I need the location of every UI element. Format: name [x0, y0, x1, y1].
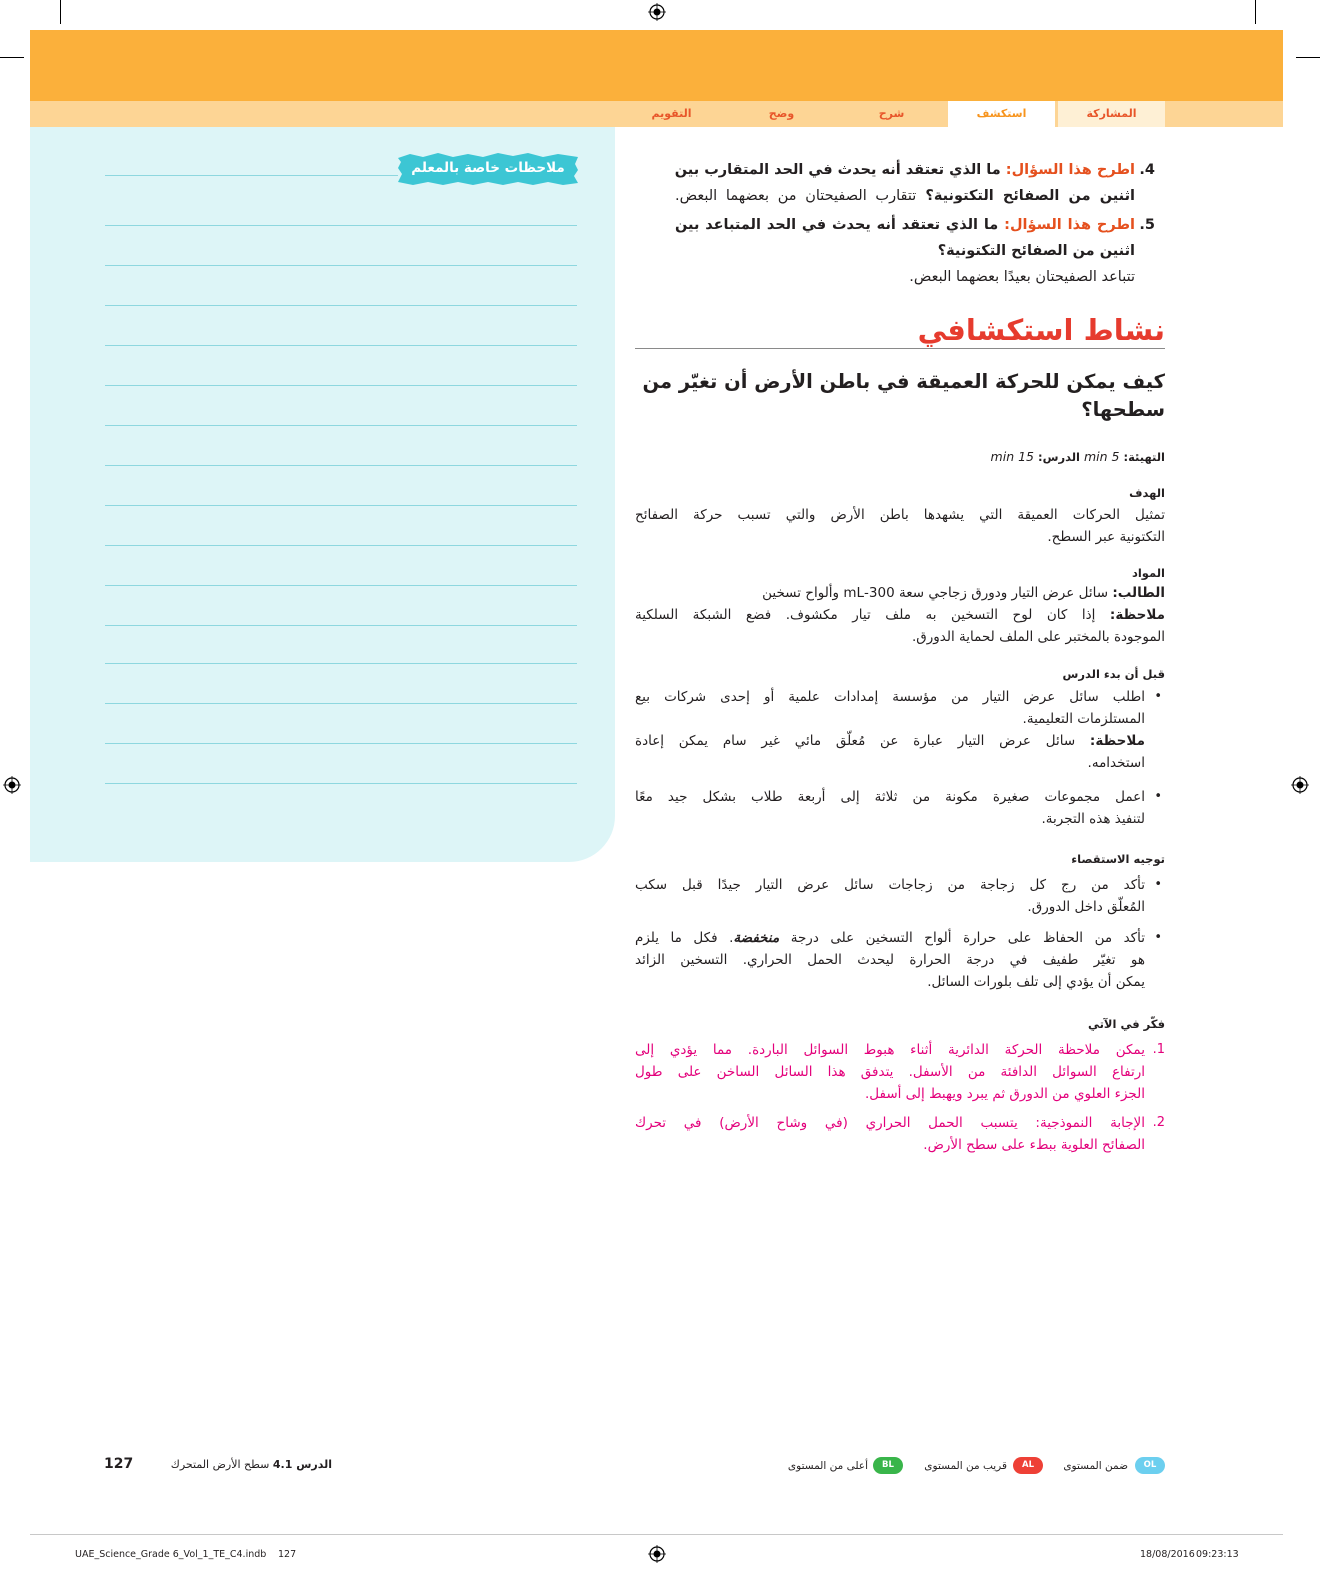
activity-title: نشاط استكشافي: [917, 313, 1165, 347]
before-lesson-heading: قبل أن بدء الدرس: [1062, 667, 1165, 681]
crop-mark-top-left: [60, 0, 61, 24]
materials-note-line: [635, 604, 1165, 626]
goal-heading: الهدف: [1129, 486, 1165, 500]
before-lesson-bullet: [635, 686, 1165, 774]
level-label-ol: ضمن المستوى: [1063, 1460, 1128, 1472]
teacher-notes-panel: [30, 127, 615, 862]
lesson-label: الدرس:: [1038, 450, 1080, 464]
lesson-title: سطح الأرض المتحرك: [170, 1458, 270, 1471]
question-line: [675, 183, 1135, 209]
note-line: [105, 265, 577, 266]
bullet-line: هو تغيّر طفيف في درجة الحرارة ليحدث الحمل الحراري. التسخين الزائد: [635, 952, 1145, 968]
tab-evaluate: التقويم: [651, 107, 692, 120]
question-number: 5.: [1139, 217, 1155, 233]
crop-mark-left: [0, 57, 24, 58]
note-line: [105, 305, 577, 306]
question-4: [675, 157, 1155, 209]
question-number: 4.: [1139, 162, 1155, 178]
prep-value: 5 min: [1083, 449, 1120, 464]
tab-explain: شرح: [878, 107, 905, 120]
note-line: [105, 225, 577, 226]
slug-divider: [30, 1534, 1283, 1535]
activity-question-line: سطحها؟: [1081, 398, 1165, 421]
tab-explore: استكشف: [948, 101, 1055, 127]
think-item-2: [635, 1112, 1165, 1156]
bullet-icon: •: [1154, 930, 1162, 945]
question-answer: تتباعد الصفيحتان بعيدًا بعضهما البعض.: [909, 269, 1135, 285]
page-number: 127: [104, 1456, 134, 1472]
bullet-icon: •: [1154, 877, 1162, 892]
slug-page: 127: [278, 1549, 297, 1560]
students-text: سائل عرض التيار ودورق زجاجي سعة 300-mL وألواح تسخين: [762, 585, 1109, 601]
lesson-label: الدرس 4.1: [272, 1458, 332, 1471]
note-line: [105, 663, 577, 664]
tab-engage: المشاركة: [1058, 101, 1165, 127]
bullet-line: اطلب سائل عرض التيار من مؤسسة إمدادات علمية أو إحدى شركات بيع: [635, 689, 1145, 705]
registration-mark-icon: [648, 1545, 666, 1563]
registration-mark-icon: [1291, 776, 1309, 794]
note-text: سائل عرض التيار عبارة عن مُعلّق مائي غير سام يمكن إعادة: [635, 733, 1076, 749]
question-line: [675, 157, 1135, 183]
question-body: [675, 212, 1135, 290]
question-body: [675, 157, 1135, 209]
materials-text: [635, 582, 1165, 648]
lesson-footer: [150, 1457, 332, 1473]
question-prompt: اطرح هذا السؤال:: [1005, 162, 1135, 178]
slug-time: 09:23:13: [1196, 1549, 1239, 1560]
materials-line: [635, 582, 1165, 604]
guide-bullet: [635, 927, 1165, 993]
note-line: [105, 345, 577, 346]
note-line: [105, 783, 577, 784]
teacher-notes-badge: [398, 153, 578, 185]
question-text: اثنين من الصفائح التكتونية؟: [937, 243, 1135, 259]
think-line: الإجابة النموذجية: يتسبب الحمل الحراري (في وشاح الأرض) في تحرك: [635, 1115, 1145, 1131]
bullet-line: تأكد من رج كل زجاجة من زجاجات سائل عرض التيار جيدًا قبل سكب: [635, 877, 1145, 893]
bullet-line: المستلزمات التعليمية.: [1022, 711, 1145, 727]
tab-elaborate: وضح: [768, 107, 795, 120]
note-text: إذا كان لوح التسخين به ملف تيار مكشوف. فضع الشبكة السلكية: [635, 607, 1096, 623]
level-badge-ol: OL: [1135, 1457, 1165, 1474]
activity-question-line: كيف يمكن للحركة العميقة في باطن الأرض أن تغيّر من: [642, 370, 1165, 393]
bullet-line: لتنفيذ هذه التجربة.: [1041, 811, 1145, 827]
bullet-note-line: [635, 730, 1145, 752]
slug-date: 18/08/2016: [1140, 1549, 1195, 1560]
question-answer: تتقارب الصفيحتان من بعضهما البعض.: [675, 188, 917, 204]
prep-label: التهيئة:: [1123, 450, 1165, 464]
guide-bullet: [635, 874, 1165, 918]
bullet-line: [635, 927, 1145, 949]
think-line: الصفائح العلوية ببطء على سطح الأرض.: [923, 1137, 1145, 1153]
question-5: [675, 212, 1155, 290]
teacher-notes-title: ملاحظات خاصة بالمعلم: [411, 160, 565, 176]
level-label-bl: أعلى من المستوى: [787, 1460, 868, 1472]
students-label: الطالب:: [1112, 585, 1165, 601]
header-band: [30, 30, 1283, 101]
registration-mark-icon: [648, 3, 666, 21]
question-line: [675, 212, 1135, 238]
bullet-line: المُعلّق داخل الدورق.: [1027, 899, 1145, 915]
note-line: [105, 385, 577, 386]
activity-question: [635, 368, 1165, 424]
question-text: ما الذي تعتقد أنه يحدث في الحد المتقارب بين: [674, 162, 1001, 178]
question-text: اثنين من الصفائح التكتونية؟: [925, 188, 1136, 204]
note-line: [105, 743, 577, 744]
bullet-text: . فكل ما يلزم: [635, 930, 734, 946]
note-line: [105, 625, 577, 626]
item-number: 1.: [1152, 1042, 1165, 1057]
think-line: يمكن ملاحظة الحركة الدائرية أثناء هبوط السوائل الباردة. مما يؤدي إلى: [635, 1042, 1145, 1058]
goal-line: تمثيل الحركات العميقة التي يشهدها باطن الأرض والتي تسبب حركة الصفائح: [635, 507, 1165, 523]
bullet-line: يمكن أن يؤدي إلى تلف بلورات السائل.: [927, 974, 1145, 990]
guide-heading: توجيه الاستقصاء: [1071, 852, 1165, 866]
note-label: ملاحظة:: [1089, 733, 1145, 749]
note-line: [105, 585, 577, 586]
bullet-note-line: استخدامه.: [1087, 755, 1145, 771]
note-label: ملاحظة:: [1109, 607, 1165, 623]
item-number: 2.: [1152, 1115, 1165, 1130]
crop-mark-right: [1296, 57, 1320, 58]
note-line: [105, 465, 577, 466]
bullet-icon: •: [1154, 789, 1162, 804]
goal-text: [635, 504, 1165, 548]
bullet-icon: •: [1154, 689, 1162, 704]
registration-mark-icon: [3, 776, 21, 794]
slug-file: UAE_Science_Grade 6_Vol_1_TE_C4.indb: [75, 1549, 267, 1560]
materials-note-line: الموجودة بالمختبر على الملف لحماية الدورق.: [912, 629, 1165, 645]
think-item-1: [635, 1039, 1165, 1105]
note-line: [105, 545, 577, 546]
note-line: [105, 425, 577, 426]
think-line: ارتفاع السوائل الدافئة من الأسفل. يتدفق هذا السائل الساخن على طول: [635, 1064, 1145, 1080]
note-line: [105, 703, 577, 704]
question-text: ما الذي تعتقد أنه يحدث في الحد المتباعد بين: [675, 217, 999, 233]
materials-heading: المواد: [1131, 566, 1165, 580]
level-badge-al: AL: [1013, 1457, 1043, 1474]
timing: [635, 448, 1165, 466]
level-label-al: قريب من المستوى: [924, 1460, 1007, 1472]
level-badge-bl: BL: [873, 1457, 903, 1474]
goal-line: التكتونية عبر السطح.: [1047, 529, 1165, 545]
emphasis-text: منخفضة: [733, 930, 780, 946]
question-prompt: اطرح هذا السؤال:: [1004, 217, 1135, 233]
think-line: الجزء العلوي من الدورق ثم يبرد ويهبط إلى أسفل.: [864, 1086, 1145, 1102]
think-heading: فكّر في الآتي: [1087, 1017, 1165, 1031]
note-line: [105, 505, 577, 506]
crop-mark-top-right: [1255, 0, 1256, 24]
lesson-value: 15 min: [990, 449, 1035, 464]
title-rule: [635, 348, 1165, 349]
note-line: [105, 175, 398, 176]
bullet-line: اعمل مجموعات صغيرة مكونة من ثلاثة إلى أربعة طلاب بشكل جيد معًا: [635, 789, 1145, 805]
before-lesson-bullet: [635, 786, 1165, 830]
bullet-text: تأكد من الحفاظ على حرارة ألواح التسخين على درجة: [790, 930, 1145, 946]
